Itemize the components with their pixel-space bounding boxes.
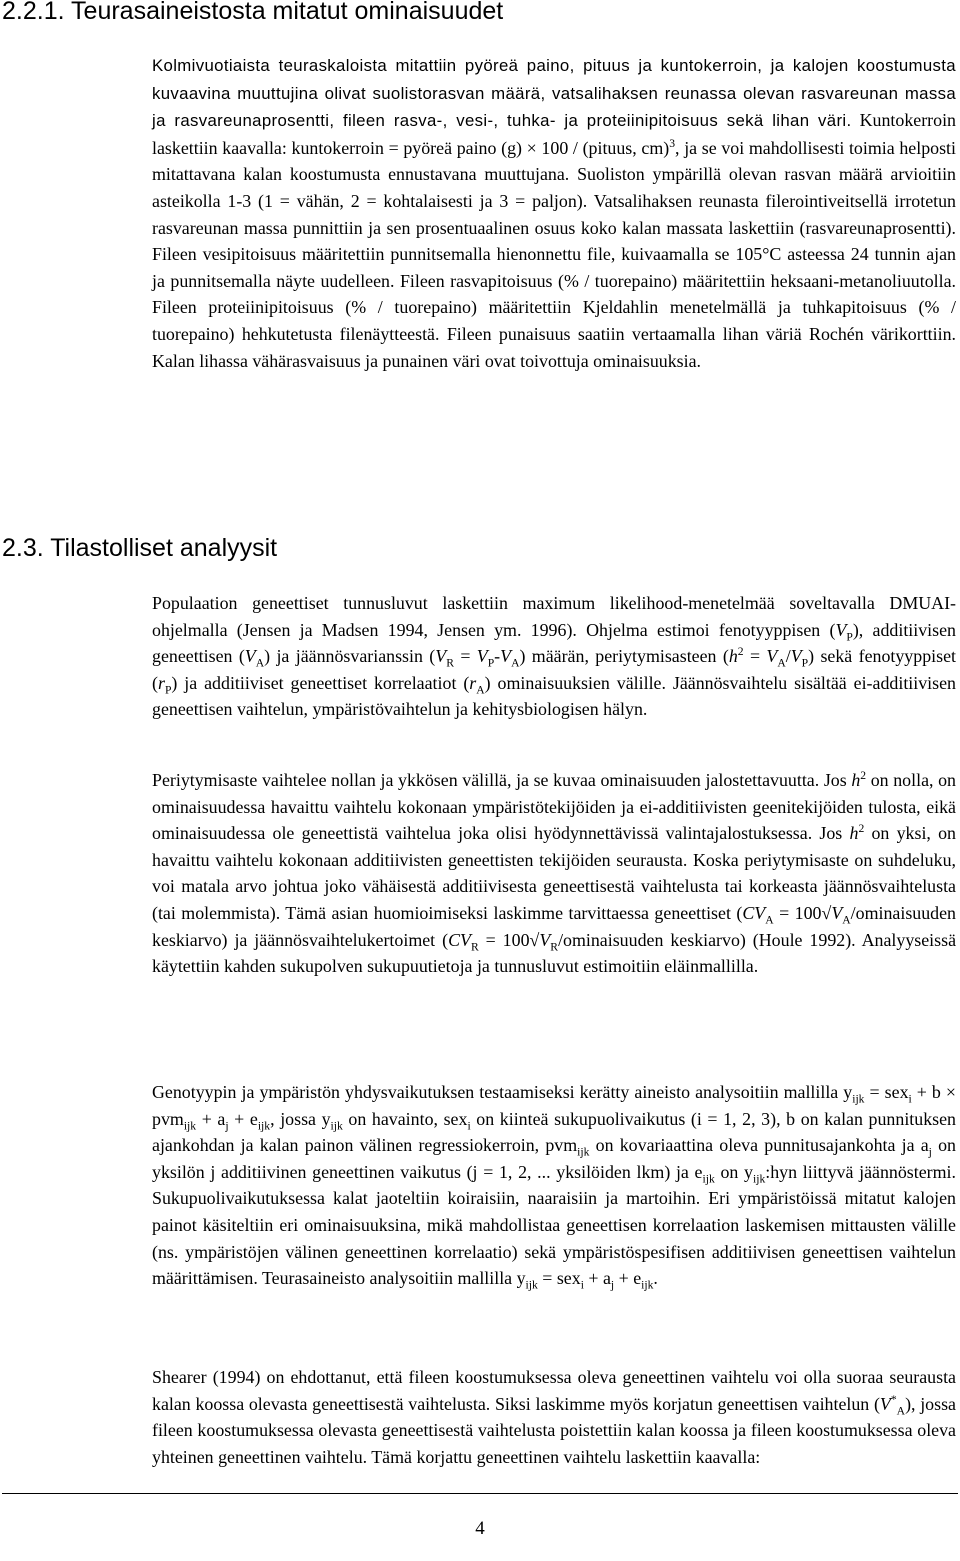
subscript-i: i — [467, 1119, 471, 1133]
paragraph-carcass-traits — [152, 52, 956, 374]
paragraph-genetic-parameters — [152, 590, 956, 723]
footer-divider — [2, 1493, 958, 1494]
square-root-symbol: √ — [821, 902, 832, 923]
text-run: on kovariaattina oleva punnitusajankohta ja a — [589, 1135, 929, 1156]
subscript-i: i — [580, 1278, 584, 1292]
subscript-p: P — [164, 683, 172, 697]
text-run: ) sekä fenotyyppiset ( — [152, 646, 956, 693]
text-run: ) ominaisuuksien välille. Jäännösvaihtelu sisältää ei-additiivisen geneettisen vaihtelun, ympäristövaihtelun ja kehitysbiologisen hälyn. — [152, 672, 956, 720]
symbol-h: h — [728, 646, 738, 667]
times-symbol: × — [945, 1082, 956, 1102]
subscript-a: A — [777, 656, 786, 670]
text-run: on yksi, on havaittu vaihtelu kokonaan additiivisten geneettisten tekijöiden seurausta. Koska periytymisaste on suhdeluku, voi matala arvo johtua joko vähäisestä additiivisesta geneettisestä vaihtelusta tai korkeasta jäännösvaihtelusta (tai molemmista). Tämä asian huomioimiseksi laskimme tarvittaessa geneettiset ( — [152, 823, 957, 923]
section-heading-2-2-1: 2.2.1. Teurasaineistosta mitatut ominaisuudet — [2, 0, 504, 25]
text-run: + e — [614, 1268, 642, 1289]
subscript-ijk: ijk — [257, 1119, 271, 1133]
text-run: = — [453, 646, 477, 667]
superscript-2: 2 — [858, 822, 865, 836]
symbol-v: V — [831, 902, 843, 923]
text-run: = sex — [537, 1268, 581, 1289]
subscript-ijk: ijk — [525, 1278, 538, 1292]
symbol-v: V — [476, 646, 488, 667]
text-run: = 100 — [478, 929, 530, 950]
times-symbol: × — [526, 137, 537, 158]
page-number: 4 — [475, 1518, 485, 1539]
subscript-a: A — [476, 683, 485, 697]
paragraph-heritability — [152, 767, 956, 980]
text-run: ) ja additiiviset geneettiset korrelaatiot ( — [171, 672, 470, 693]
subscript-r: R — [446, 656, 454, 670]
paragraph-carcass-traits-sans-text: Kolmivuotiaista teuraskaloista mitattiin pyöreä paino, pituus ja kuntokerroin, ja kalojen koostumusta kuvaavina muuttujina olivat suolistorasvan määrä, vatsalihaksen reunassa olevan rasvareunan massa ja rasvareunaprosentti, fileen rasva-, vesi-, tuhka- ja proteiinipitoisuus sekä lihan väri. — [152, 56, 956, 131]
subscript-j: j — [225, 1119, 229, 1133]
symbol-v: V — [766, 646, 778, 667]
text-run: 100 / (pituus, cm) — [536, 137, 670, 158]
text-run: , ja se voi mahdollisesti toimia helposti mitattavana kalan koostumusta ennustavana muuttujana. Suoliston ympärillä olevan rasvan määrä arvioitiin asteikolla 1-3 (1 = vähän, 2 = kohtalaisesti ja 3 = paljon). Vatsalihaksen reunasta filerointiveitsellä irrotetun rasvareunan massa punnittiin ja sen prosentuaalinen osuus koko kalan massata laskettiin (rasvareunaprosentti). Fileen vesipitoisuus määritettiin punnitsemalla hienonnettu file, kuivaamalla se 105°C asteessa 24 tunnin ajan ja punnitsemalla näyte uudelleen. Fileen rasvapitoisuus (% / tuorepaino) määritettiin heksaani-metanoliuutolla. Fileen proteiinipitoisuus (% / tuorepaino) määritettiin Kjeldahlin menetelmällä ja tuhkapitoisuus (% / tuorepaino) hehkutetusta filenäytteestä. Fileen punaisuus saatiin vertaamalla lihan väriä Rochén värikorttiin. Kalan lihassa vähärasvaisuus ja punainen väri ovat toivottuja ominaisuuksia. — [152, 137, 957, 371]
text-run: = sex — [864, 1082, 909, 1102]
subscript-p: P — [801, 656, 809, 670]
text-run: on kiinteä sukupuolivaikutus (i = 1, 2, 3), b on kalan punnituksen ajankohdan ja kalan painon välinen regressiokerroin, pvm — [152, 1108, 957, 1156]
superscript-2: 2 — [860, 769, 867, 783]
subscript-a: A — [255, 656, 265, 670]
text-run: ), jossa fileen koostumuksessa olevasta geneettisestä vaihtelusta poistettiin kalan koossa ja fileen koostumuksessa oleva yhteinen geneettinen vaihtelu. Tämä korjattu geneettinen vaihtelu laskettiin kaavalla: — [152, 1393, 956, 1467]
symbol-h: h — [851, 770, 861, 790]
subscript-p: P — [846, 630, 853, 644]
subscript-j: j — [928, 1145, 932, 1159]
subscript-i: i — [908, 1092, 912, 1106]
superscript-star: * — [890, 1392, 897, 1406]
subscript-ijk: ijk — [702, 1172, 715, 1186]
subscript-ijk: ijk — [330, 1119, 343, 1133]
symbol-v: V — [539, 929, 551, 950]
text-run: on havainto, sex — [342, 1108, 468, 1129]
symbol-v: V — [500, 646, 512, 667]
subscript-a: A — [511, 656, 520, 670]
symbol-v: V — [879, 1393, 891, 1414]
text-run: Genotyypin ja ympäristön yhdysvaikutuksen testaamiseksi kerätty aineisto analysoitiin mallilla y — [152, 1082, 853, 1102]
text-run: = 100 — [773, 902, 822, 923]
superscript-2: 2 — [737, 645, 744, 659]
symbol-cv: CV — [448, 929, 471, 950]
paragraph-gxe-model — [152, 1079, 956, 1292]
text-run: on y — [714, 1161, 753, 1182]
symbol-h: h — [849, 823, 859, 844]
text-run: . — [653, 1268, 658, 1289]
text-run: /ominaisuuden keskiarvo) ja jäännösvaihtelukertoimet ( — [152, 902, 956, 950]
section-heading-2-3: 2.3. Tilastolliset analyysit — [2, 534, 278, 562]
text-run: on yksilön j additiivinen geneettinen vaikutus (j = 1, 2, ... yksilöiden lkm) ja e — [152, 1135, 956, 1182]
symbol-v: V — [835, 619, 847, 640]
subscript-a: A — [896, 1404, 906, 1418]
symbol-cv: CV — [742, 902, 766, 923]
text-run: + b — [911, 1082, 946, 1102]
text-run: = — [743, 646, 767, 667]
text-run: Periytymisaste vaihtelee nollan ja ykkösen välillä, ja se kuvaa ominaisuuden jalostettavuutta. Jos — [152, 770, 852, 790]
subscript-ijk: ijk — [852, 1092, 865, 1106]
subscript-ijk: ijk — [641, 1278, 654, 1292]
subscript-r: R — [550, 940, 559, 954]
text-run: :hyn liittyvä jäännöstermi. Sukupuolivaikutuksessa kalat jaoteltiin koiraisiin, naaraisiin ja martoihin. Eri ympäristöissä mitatut kalojen painot käsiteltiin eri ominaisuuksina, mikä mahdollistaa geneettisen korrelaation laskemisen mittausten välille (ns. ympäristöjen välinen geneettinen korrelaatio) sekä ympäristöspesifisen additiivisen geneettisen vaihtelun määrittämisen. Teurasaineisto analysoitiin mallilla y — [152, 1161, 956, 1289]
subscript-ijk: ijk — [752, 1172, 766, 1186]
text-run: + e — [228, 1108, 258, 1129]
text-run: ), additiivisen geneettisen ( — [152, 619, 956, 667]
subscript-j: j — [610, 1278, 615, 1292]
subscript-ijk: ijk — [577, 1145, 590, 1159]
superscript-3: 3 — [669, 136, 676, 150]
text-run: on nolla, on ominaisuudessa havaittu vaihtelu kokonaan ympäristötekijöiden ja ei-additiivisten geenitekijöiden tulosta, eikä ominaisuudessa ole geneettistä vaihtelua joka olisi hyödynnettävissä valintajalostuksessa. Jos — [152, 770, 956, 844]
text-run: Kuntokerroin laskettiin kaavalla: kuntokerroin = pyöreä paino (g) — [152, 110, 956, 158]
subscript-ijk: ijk — [183, 1119, 197, 1133]
symbol-r: r — [157, 672, 165, 693]
text-run: /ominaisuuden keskiarvo) (Houle 1992). Analyyseissä käytettiin kahden sukupolven sukupuutietoja ja tunnusluvut estimoitiin eläinmallilla. — [152, 929, 957, 977]
symbol-v: V — [790, 646, 802, 667]
subscript-a: A — [765, 913, 774, 927]
text-run: + a — [196, 1108, 226, 1129]
text-run: / — [785, 646, 791, 667]
subscript-a: A — [842, 913, 851, 927]
text-run: Shearer (1994) on ehdottanut, että fileen koostumuksessa oleva geneettinen vaihtelu voi olla suoraa seurausta kalan koossa olevasta geneettisestä vaihtelusta. Siksi laskimme myös korjatun geneettisen vaihtelun ( — [152, 1367, 956, 1414]
text-run: Populaation geneettiset tunnusluvut laskettiin maximum likelihood-menetelmää soveltavalla DMUAI-ohjelmalla (Jensen ja Madsen 1994, Jensen ym. 1996). Ohjelma estimoi fenotyyppisen ( — [152, 593, 956, 640]
text-run: pvm — [152, 1108, 184, 1129]
square-root-symbol: √ — [529, 929, 540, 950]
subscript-p: P — [487, 656, 495, 670]
subscript-r: R — [470, 940, 479, 954]
text-run: , jossa y — [270, 1108, 331, 1129]
text-run: - — [494, 646, 501, 667]
paragraph-corrected-variation — [152, 1364, 956, 1470]
text-run: + a — [583, 1268, 611, 1289]
symbol-v: V — [244, 646, 256, 667]
text-run: ) määrän, periytymisasteen ( — [519, 646, 729, 667]
symbol-r: r — [469, 672, 477, 693]
symbol-v: V — [435, 646, 447, 667]
text-run: ) ja jäännösvarianssin ( — [264, 646, 436, 667]
